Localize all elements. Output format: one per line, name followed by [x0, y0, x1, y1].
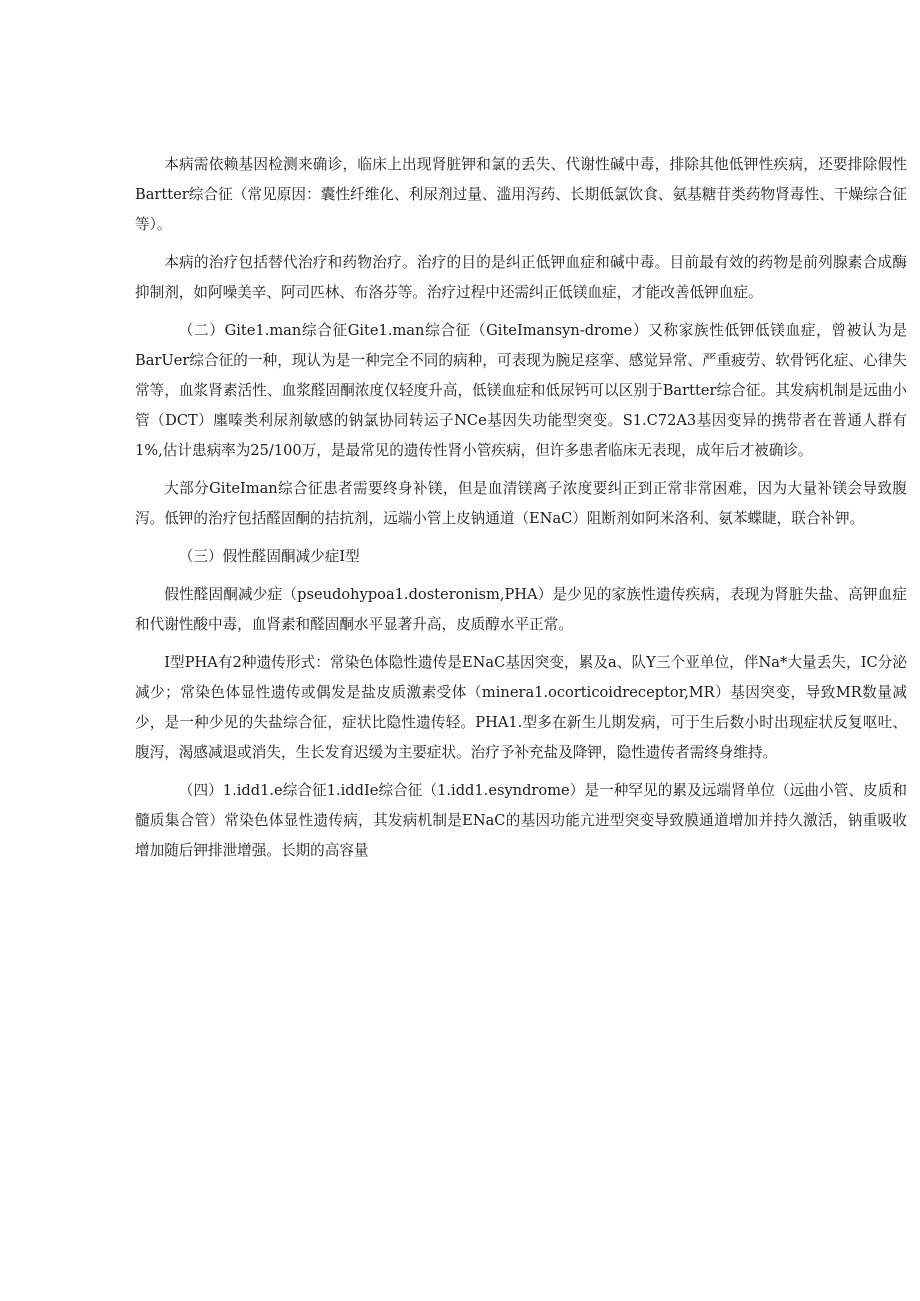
paragraph-pha-types: I型PHA有2种遗传形式：常染色体隐性遗传是ENaC基因突变，累及a、队Y三个亚单位，伴Na*大量丢失，IC分泌减少；常染色体显性遗传或偶发是盐皮质激素受体（minera1.ocorticoidreceptor,MR）基因突变，导致MR数量减少，是一种少见的失盐综合征，症状比隐性遗传轻。PHA1.型多在新生儿期发病，可于生后数小时出现症状反复呕吐、腹泻，渴感减退或消失，生长发育迟缓为主要症状。治疗予补充盐及降钾，隐性遗传者需终身维持。 — [135, 654, 907, 761]
document-body — [135, 150, 907, 874]
paragraph-diagnosis: 本病需依赖基因检测来确诊，临床上出现肾脏钾和氯的丢失、代谢性碱中毒，排除其他低钾性疾病，还要排除假性Bartter综合征（常见原因：囊性纤维化、利尿剂过量、滥用泻药、长期低氯饮食、氨基糖苷类药物肾毒性、干燥综合征等）。 — [135, 156, 907, 233]
paragraph-gitelman-treatment: 大部分GiteIman综合征患者需要终身补镁，但是血清镁离子浓度要纠正到正常非常困难，因为大量补镁会导致腹泻。低钾的治疗包括醛固酮的拮抗剂，远端小管上皮钠通道（ENaC）阻断剂如阿米洛利、氨苯蝶睫，联合补钾。 — [135, 480, 907, 527]
paragraph-treatment: 本病的治疗包括替代治疗和药物治疗。治疗的目的是纠正低钾血症和碱中毒。目前最有效的药物是前列腺素合成酶抑制剂，如阿噪美辛、阿司匹林、布洛芬等。治疗过程中还需纠正低镁血症，才能改善低钾血症。 — [135, 254, 907, 301]
paragraph-liddle: （四）1.idd1.e综合征1.iddIe综合征（1.idd1.esyndrome）是一种罕见的累及远端肾单位（远曲小管、皮质和髓质集合管）常染色体显性遗传病，其发病机制是ENaC的基因功能亢进型突变导致膜通道增加并持久激活，钠重吸收增加随后钾排泄增强。长期的高容量 — [135, 782, 907, 859]
paragraph-pha-definition: 假性醛固酮减少症（pseudohypoa1.dosteronism,PHA）是少见的家族性遗传疾病，表现为肾脏失盐、高钾血症和代谢性酸中毒，血肾素和醛固酮水平显著升高，皮质醇水平正常。 — [135, 586, 907, 633]
section-heading-pha1: （三）假性醛固酮减少症I型 — [178, 548, 360, 565]
paragraph-gitelman: （二）Gite1.man综合征Gite1.man综合征（GiteImansyn-drome）又称家族性低钾低镁血症，曾被认为是BarUer综合征的一种，现认为是一种完全不同的病种，可表现为腕足痉挛、感觉异常、严重疲劳、软骨钙化症、心律失常等，血浆肾素活性、血浆醛固酮浓度仅轻度升高，低镁血症和低尿钙可以区别于Bartter综合征。其发病机制是远曲小管（DCT）廛嗪类利尿剂敏感的钠氯协同转运子NCe基因失功能型突变。S1.C72A3基因变异的携带者在普通人群有1%,估计患病率为25/100万，是最常见的遗传性肾小管疾病，但许多患者临床无表现，成年后才被确诊。 — [135, 322, 907, 459]
